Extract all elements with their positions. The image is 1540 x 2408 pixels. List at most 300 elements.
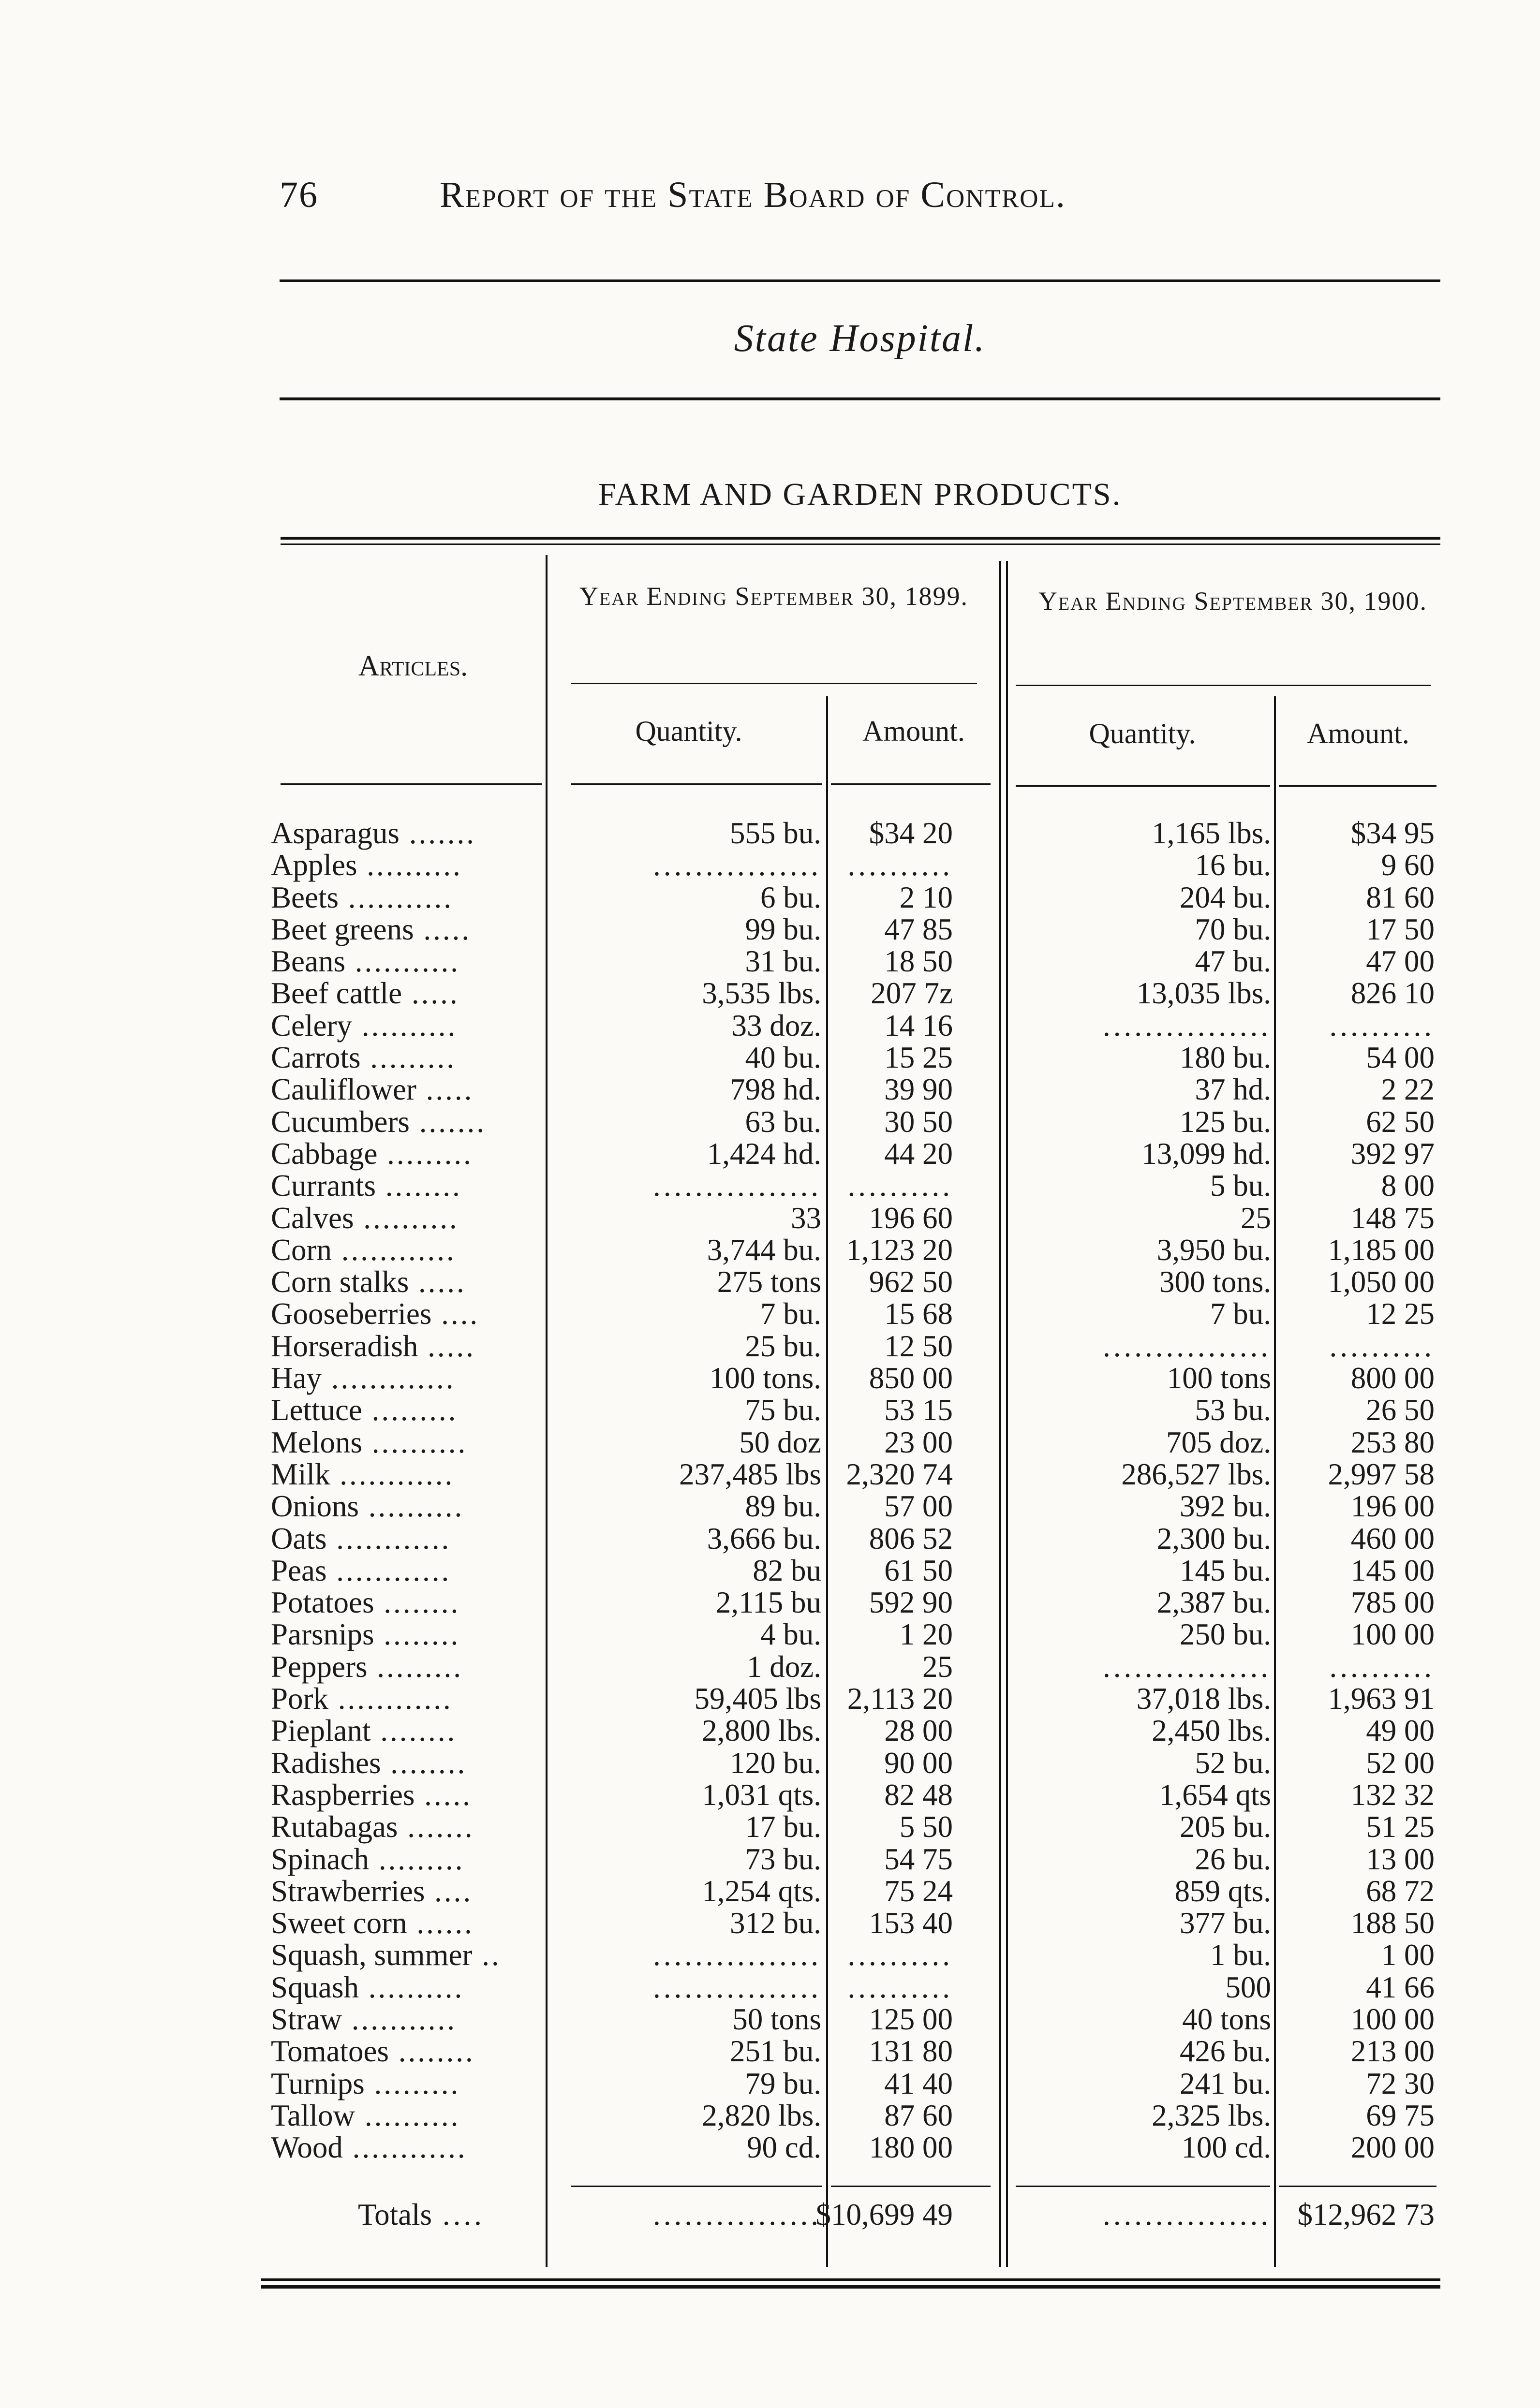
amount-1900-cell: 800 00	[1350, 1361, 1435, 1395]
totals-row	[261, 2195, 1440, 2234]
amount-1900-cell: 49 00	[1366, 1714, 1435, 1748]
quantity-1899-cell: 798 hd.	[730, 1072, 821, 1107]
dot-leader: .........	[367, 1649, 463, 1684]
article-name	[271, 1106, 803, 1138]
quantity-1900-cell: 241 bu.	[1180, 2066, 1271, 2100]
article-label: Cabbage	[271, 1136, 378, 1171]
amount-1900-cell: 213 00	[1350, 2034, 1435, 2069]
article-name	[271, 913, 803, 945]
dot-leader: .....	[409, 1265, 466, 1299]
article-label: Squash, summer	[271, 1938, 473, 1972]
quantity-1900-cell: 26 bu.	[1195, 1842, 1271, 1876]
dot-leader: ..........	[362, 1425, 468, 1459]
amount-1900-cell: 200 00	[1350, 2130, 1435, 2165]
amount-1900-cell: 69 75	[1366, 2098, 1435, 2132]
quantity-1899-cell: 59,405 lbs	[694, 1682, 821, 1716]
quantity-1900-cell: 300 tons.	[1159, 1265, 1271, 1299]
quantity-1899-cell: 3,535 lbs.	[702, 976, 821, 1011]
amount-1900-cell: ..........	[1329, 1008, 1435, 1042]
article-label: Squash	[271, 1970, 359, 2004]
dot-leader: .........	[369, 1842, 465, 1876]
table-row	[261, 1234, 1440, 1266]
amount-1900-cell: 17 50	[1366, 912, 1435, 946]
quantity-1900-cell: 37,018 lbs.	[1136, 1682, 1271, 1716]
quantity-1899-cell: 50 doz	[739, 1425, 821, 1459]
article-label: Turnips	[271, 2066, 365, 2100]
table-row	[261, 913, 1440, 945]
table-top-rule	[281, 537, 1440, 540]
quantity-1899-cell: 31 bu.	[745, 944, 821, 979]
quantity-1899-cell: 312 bu.	[730, 1906, 821, 1940]
article-name	[271, 1073, 803, 1105]
table-row	[261, 1266, 1440, 1298]
table-row	[261, 1907, 1440, 1939]
article-name	[271, 1394, 803, 1426]
quantity-1899-cell: 63 bu.	[745, 1104, 821, 1139]
amount-1900-cell: 132 32	[1350, 1777, 1435, 1812]
quantity-1900-cell: 859 qts.	[1174, 1874, 1271, 1908]
table-row	[261, 1426, 1440, 1458]
article-label: Cauliflower	[271, 1072, 416, 1107]
amount-1899-cell: 90 00	[884, 1746, 953, 1780]
section-title: FARM AND GARDEN PRODUCTS.	[598, 477, 1122, 512]
quantity-1900-cell: 2,300 bu.	[1156, 1521, 1271, 1556]
amount-1900-cell: 72 30	[1366, 2066, 1435, 2100]
article-label: Pieplant	[271, 1714, 371, 1748]
table-row	[261, 2100, 1440, 2131]
amount-1899-cell: 806 52	[869, 1521, 953, 1556]
amount-1900-cell: 392 97	[1350, 1136, 1435, 1171]
quantity-1899-cell: 79 bu.	[745, 2066, 821, 2100]
quantity-1899-cell: 7 bu.	[760, 1297, 821, 1331]
article-name	[271, 1490, 803, 1522]
quantity-1899-cell: 120 bu.	[730, 1746, 821, 1780]
quantity-1899-cell: 275 tons	[717, 1265, 821, 1299]
amount-1900-cell: 54 00	[1366, 1041, 1435, 1075]
article-label: Apples	[271, 848, 357, 882]
dot-leader: .......	[399, 816, 476, 850]
table-row	[261, 945, 1440, 977]
dot-leader: .........	[360, 1041, 456, 1075]
amount-1899-cell: 18 50	[884, 944, 953, 979]
dot-leader: ............	[330, 1457, 455, 1491]
dot-leader: ..	[472, 1938, 501, 1972]
dot-leader: .....	[414, 912, 472, 946]
amount-1900-underline	[1279, 785, 1436, 787]
quantity-1899-cell: 3,744 bu.	[707, 1233, 821, 1267]
amount-1899-cell: 153 40	[869, 1906, 953, 1940]
amount-1900-cell: 68 72	[1366, 1874, 1435, 1908]
quantity-1900-cell: 705 doz.	[1166, 1425, 1271, 1459]
quantity-1900-cell: 286,527 lbs.	[1121, 1457, 1271, 1491]
totals-rule-a2	[1279, 2186, 1436, 2187]
amount-1899-header: Amount.	[862, 715, 965, 747]
dot-leader: ....	[425, 1874, 473, 1908]
table-row	[261, 1394, 1440, 1426]
article-label: Sweet corn	[271, 1906, 407, 1940]
quantity-1899-header: Quantity.	[635, 715, 742, 747]
amount-1899-cell: 2,320 74	[846, 1457, 953, 1491]
quantity-1900-cell: 47 bu.	[1195, 944, 1271, 979]
amount-1900-cell: 51 25	[1366, 1810, 1435, 1844]
quantity-1899-cell: ................	[653, 1938, 821, 1972]
amount-1899-cell: 23 00	[884, 1425, 953, 1459]
products-table	[261, 532, 1440, 2292]
amount-1899-cell: 61 50	[884, 1553, 953, 1587]
quantity-1900-cell: 100 cd.	[1181, 2130, 1271, 2165]
article-label: Straw	[271, 2002, 342, 2036]
quantity-1900-cell: 37 hd.	[1195, 1072, 1271, 1107]
quantity-1899-cell: 2,115 bu	[715, 1586, 821, 1620]
quantity-1900-cell: 100 tons	[1167, 1361, 1271, 1395]
table-row	[261, 1618, 1440, 1650]
quantity-1900-cell: 70 bu.	[1195, 912, 1271, 946]
article-name	[271, 2068, 803, 2100]
quantity-1899-cell: 555 bu.	[730, 816, 821, 850]
dot-leader: .....	[402, 976, 459, 1011]
amount-1900-cell: 62 50	[1366, 1104, 1435, 1139]
quantity-1900-cell: 250 bu.	[1180, 1617, 1271, 1652]
table-row	[261, 1747, 1440, 1779]
dot-leader: ........	[381, 1746, 467, 1780]
amount-1899-cell: ..........	[847, 848, 953, 882]
article-label: Radishes	[271, 1746, 381, 1780]
amount-1900-cell: 52 00	[1366, 1746, 1435, 1780]
quantity-1899-cell: 40 bu.	[745, 1041, 821, 1075]
totals-rule-a1	[831, 2186, 991, 2187]
table-row	[261, 849, 1440, 881]
quantity-1900-cell: 500	[1225, 1970, 1271, 2004]
amount-1899-cell: 207 7z	[871, 976, 953, 1011]
table-row	[261, 1042, 1440, 1073]
quantity-1899-cell: 2,820 lbs.	[702, 2098, 821, 2132]
article-label: Oats	[271, 1521, 327, 1556]
table-row	[261, 1651, 1440, 1683]
quantity-1900-cell: 13,035 lbs.	[1136, 976, 1271, 1011]
table-row	[261, 2068, 1440, 2100]
quantity-1900-cell: 16 bu.	[1195, 848, 1271, 882]
article-name	[271, 1330, 803, 1362]
table-row	[261, 977, 1440, 1009]
amount-1900-cell: 2 22	[1381, 1072, 1435, 1107]
quantity-1899-cell: 3,666 bu.	[707, 1521, 821, 1556]
quantity-1899-cell: 100 tons.	[709, 1361, 821, 1395]
year-1899-header: Year Ending September 30, 1899.	[579, 582, 968, 611]
article-label: Corn	[271, 1233, 332, 1267]
amount-1899-cell: 15 68	[884, 1297, 953, 1331]
quantity-1899-cell: 1,031 qts.	[702, 1777, 821, 1812]
totals-label: Totals ....	[358, 2198, 485, 2232]
amount-1900-cell: 1,185 00	[1328, 1233, 1435, 1267]
quantity-1900-cell: 2,325 lbs.	[1152, 2098, 1271, 2132]
amount-1900-cell: 9 60	[1381, 848, 1435, 882]
year-1900-header: Year Ending September 30, 1900.	[1038, 587, 1427, 616]
table-row	[261, 1458, 1440, 1490]
table-row	[261, 1779, 1440, 1811]
quantity-1899-cell: 1 doz.	[747, 1649, 821, 1684]
amount-1900-cell: ..........	[1329, 1649, 1435, 1684]
totals-q1: ................	[653, 2198, 821, 2232]
quantity-1899-cell: 50 tons	[732, 2002, 821, 2036]
quantity-1900-cell: 2,387 bu.	[1156, 1586, 1271, 1620]
amount-1899-cell: 196 60	[869, 1201, 953, 1235]
quantity-1900-cell: 1,654 qts	[1159, 1777, 1271, 1812]
quantity-1900-cell: 377 bu.	[1180, 1906, 1271, 1940]
article-label: Beef cattle	[271, 976, 402, 1011]
amount-1899-cell: 53 15	[884, 1393, 953, 1427]
article-name	[271, 1298, 803, 1330]
dot-leader: ........	[374, 1617, 460, 1652]
dot-leader: ..........	[357, 848, 462, 882]
quantity-1899-cell: 90 cd.	[747, 2130, 821, 2165]
totals-rule-q2	[1016, 2186, 1270, 2187]
table-row	[261, 1971, 1440, 2003]
amount-1899-cell: 2,113 20	[847, 1682, 953, 1716]
quantity-1899-cell: 75 bu.	[745, 1393, 821, 1427]
article-label: Melons	[271, 1425, 362, 1459]
quantity-1900-cell: 125 bu.	[1180, 1104, 1271, 1139]
running-head-title: Report of the State Board of Control.	[440, 175, 1066, 215]
amount-1899-cell: ..........	[847, 1970, 953, 2004]
article-name	[271, 1555, 803, 1586]
article-label: Asparagus	[271, 816, 400, 850]
articles-header: Articles.	[358, 650, 468, 682]
amount-1900-cell: 47 00	[1366, 944, 1435, 979]
amount-1899-cell: 125 00	[869, 2002, 953, 2036]
dot-leader: .......	[409, 1104, 486, 1139]
amount-1899-cell: 1 20	[899, 1617, 953, 1652]
quantity-1900-cell: 40 tons	[1182, 2002, 1271, 2036]
header-rule	[280, 279, 1440, 282]
article-label: Raspberries	[271, 1777, 415, 1812]
dot-leader: .........	[364, 2066, 460, 2100]
amount-1899-cell: 180 00	[869, 2130, 953, 2165]
amount-1900-cell: 1 00	[1381, 1938, 1435, 1972]
table-row	[261, 1843, 1440, 1875]
table-row	[261, 1939, 1440, 1971]
article-name	[271, 817, 803, 849]
amount-1899-cell: 54 75	[884, 1842, 953, 1876]
table-row	[261, 1523, 1440, 1555]
dot-leader: ...........	[338, 880, 453, 914]
quantity-1899-cell: 1,254 qts.	[702, 1874, 821, 1908]
quantity-1899-cell: 73 bu.	[745, 1842, 821, 1876]
amount-1899-cell: 14 16	[884, 1008, 953, 1042]
amount-1899-cell: ..........	[847, 1169, 953, 1203]
amount-1900-cell: $34 95	[1350, 816, 1435, 850]
article-name	[271, 1426, 803, 1458]
amount-1900-cell: 785 00	[1350, 1586, 1435, 1620]
article-label: Onions	[271, 1489, 359, 1524]
article-label: Celery	[271, 1008, 352, 1042]
article-label: Pork	[271, 1682, 329, 1716]
article-label: Milk	[271, 1457, 330, 1491]
table-row	[261, 2035, 1440, 2067]
quantity-1899-cell: 237,485 lbs	[679, 1457, 821, 1491]
table-row	[261, 2131, 1440, 2163]
article-name	[271, 1618, 803, 1650]
article-label: Hay	[271, 1361, 322, 1395]
table-row	[261, 1298, 1440, 1330]
dot-leader: ..........	[352, 1008, 458, 1042]
dot-leader: ....	[431, 1297, 480, 1331]
quantity-1899-cell: 33 doz.	[731, 1008, 821, 1042]
article-name	[271, 1042, 803, 1073]
quantity-1900-cell: 426 bu.	[1180, 2034, 1271, 2069]
amount-1899-cell: $34 20	[869, 816, 953, 850]
quantity-1899-cell: 89 bu.	[745, 1489, 821, 1524]
quantity-1900-cell: 13,099 hd.	[1141, 1136, 1271, 1171]
amount-1900-cell: 100 00	[1350, 2002, 1435, 2036]
quantity-1900-cell: 2,450 lbs.	[1152, 1714, 1271, 1748]
dot-leader: .......	[398, 1810, 474, 1844]
dot-leader: .....	[418, 1329, 475, 1363]
table-row	[261, 1683, 1440, 1715]
amount-1900-cell: 188 50	[1350, 1906, 1435, 1940]
amount-1899-cell: 47 85	[884, 912, 953, 946]
quantity-1900-cell: ................	[1103, 1649, 1271, 1684]
amount-1899-underline	[831, 783, 991, 785]
table-row	[261, 1362, 1440, 1394]
article-name	[271, 1907, 803, 1939]
quantity-1900-cell: 7 bu.	[1210, 1297, 1271, 1331]
quantity-1899-underline	[571, 783, 822, 785]
quantity-1899-cell: 6 bu.	[760, 880, 821, 914]
table-row	[261, 817, 1440, 849]
article-label: Lettuce	[271, 1393, 362, 1427]
totals-rule-q1	[571, 2186, 822, 2187]
page-number: 76	[280, 175, 318, 215]
article-label: Cucumbers	[271, 1104, 410, 1139]
quantity-1900-cell: 392 bu.	[1180, 1489, 1271, 1524]
quantity-1899-cell: 33	[791, 1201, 821, 1235]
table-row	[261, 2003, 1440, 2035]
dot-leader: ..........	[359, 1489, 464, 1524]
amount-1900-cell: 41 66	[1366, 1970, 1435, 2004]
table-row	[261, 1138, 1440, 1170]
quantity-1900-cell: 180 bu.	[1180, 1041, 1271, 1075]
articles-header-underline	[281, 783, 542, 785]
amount-1899-cell: 131 80	[869, 2034, 953, 2069]
quantity-1900-cell: 3,950 bu.	[1156, 1233, 1271, 1267]
subtitle-rule	[280, 397, 1440, 400]
article-label: Rutabagas	[271, 1810, 398, 1844]
amount-1900-cell: 100 00	[1350, 1617, 1435, 1652]
article-name	[271, 1010, 803, 1042]
dot-leader: ..........	[354, 1201, 459, 1235]
amount-1899-cell: 12 50	[884, 1329, 953, 1363]
amount-1899-cell: ..........	[847, 1938, 953, 1972]
dot-leader: ...........	[341, 2002, 457, 2036]
dot-leader: .....	[416, 1072, 474, 1107]
article-name	[271, 1651, 803, 1683]
article-label: Horseradish	[271, 1329, 418, 1363]
table-row	[261, 1490, 1440, 1522]
table-row	[261, 1330, 1440, 1362]
amount-1900-cell: 460 00	[1350, 1521, 1435, 1556]
totals-a1: $10,699 49	[815, 2198, 953, 2232]
amount-1900-cell: 1,963 91	[1328, 1682, 1435, 1716]
article-label: Carrots	[271, 1041, 361, 1075]
article-label: Peppers	[271, 1649, 368, 1684]
article-label: Potatoes	[271, 1586, 374, 1620]
article-label: Spinach	[271, 1842, 369, 1876]
amount-1899-cell: 82 48	[884, 1777, 953, 1812]
article-name	[271, 2035, 803, 2067]
amount-1899-cell: 5 50	[899, 1810, 953, 1844]
totals-q2: ................	[1103, 2198, 1271, 2232]
year-1900-underline	[1016, 685, 1431, 686]
quantity-1899-cell: 82 bu	[753, 1553, 821, 1587]
quantity-1899-cell: 17 bu.	[745, 1810, 821, 1844]
quantity-1900-underline	[1016, 785, 1270, 787]
amount-1899-cell: 592 90	[869, 1586, 953, 1620]
page-subtitle: State Hospital.	[734, 317, 986, 360]
quantity-1900-cell: 53 bu.	[1195, 1393, 1271, 1427]
table-top-rule-thin	[281, 543, 1440, 545]
amount-1899-cell: 87 60	[884, 2098, 953, 2132]
article-label: Gooseberries	[271, 1297, 432, 1331]
table-row	[261, 1073, 1440, 1105]
quantity-1900-cell: 1 bu.	[1210, 1938, 1271, 1972]
table-row	[261, 1715, 1440, 1747]
quantity-1899-cell: ................	[653, 1169, 821, 1203]
article-label: Tomatoes	[271, 2034, 389, 2069]
quantity-1900-cell: ................	[1103, 1329, 1271, 1363]
table-row	[261, 1875, 1440, 1907]
quantity-1900-cell: ................	[1103, 1008, 1271, 1042]
amount-1900-cell: 2,997 58	[1328, 1457, 1435, 1491]
amount-1899-cell: 75 24	[884, 1874, 953, 1908]
amount-1900-cell: 12 25	[1366, 1297, 1435, 1331]
article-name	[271, 1843, 803, 1875]
amount-1899-cell: 57 00	[884, 1489, 953, 1524]
table-row	[261, 1170, 1440, 1202]
quantity-1899-cell: 2,800 lbs.	[702, 1714, 821, 1748]
dot-leader: ........	[370, 1714, 457, 1748]
quantity-1899-cell: 1,424 hd.	[707, 1136, 821, 1171]
article-label: Beet greens	[271, 912, 414, 946]
article-label: Wood	[271, 2130, 343, 2165]
amount-1899-cell: 28 00	[884, 1714, 953, 1748]
dot-leader: ............	[342, 2130, 467, 2165]
article-name	[271, 1811, 803, 1843]
article-label: Parsnips	[271, 1617, 374, 1652]
quantity-1900-cell: 1,165 lbs.	[1152, 816, 1271, 850]
dot-leader: ............	[326, 1553, 451, 1587]
amount-1900-cell: 1,050 00	[1328, 1265, 1435, 1299]
quantity-1899-cell: ................	[653, 848, 821, 882]
dot-leader: ............	[328, 1682, 453, 1716]
quantity-1900-cell: 205 bu.	[1180, 1810, 1271, 1844]
amount-1899-cell: 962 50	[869, 1265, 953, 1299]
article-label: Strawberries	[271, 1874, 425, 1908]
dot-leader: .........	[362, 1393, 458, 1427]
dot-leader: .............	[321, 1361, 456, 1395]
quantity-1900-cell: 25	[1241, 1201, 1271, 1235]
article-label: Tallow	[271, 2098, 355, 2132]
table-row	[261, 881, 1440, 913]
article-label: Currants	[271, 1169, 376, 1203]
article-name	[271, 1747, 803, 1779]
running-header	[280, 174, 1440, 216]
dot-leader: ...........	[345, 944, 460, 979]
article-label: Calves	[271, 1201, 354, 1235]
article-name	[271, 2131, 803, 2163]
dot-leader: .....	[415, 1777, 472, 1812]
amount-1900-cell: 13 00	[1366, 1842, 1435, 1876]
amount-1899-cell: 25	[922, 1649, 953, 1684]
